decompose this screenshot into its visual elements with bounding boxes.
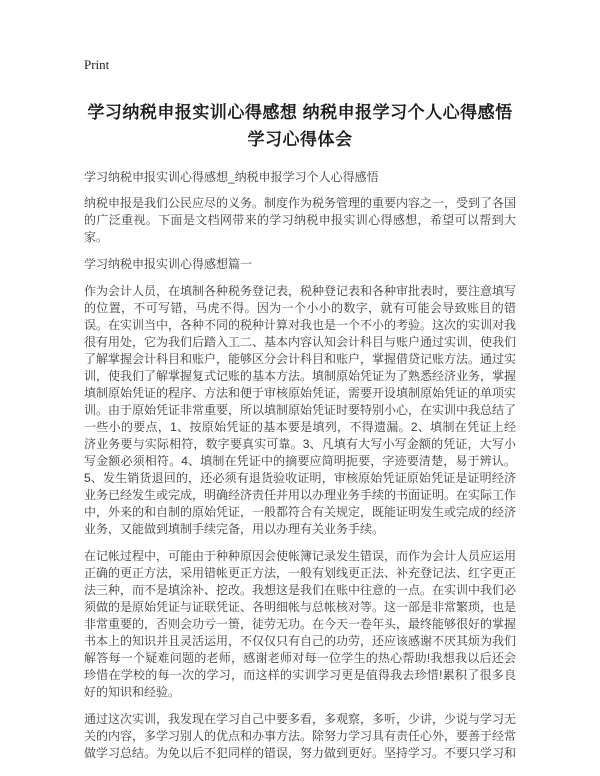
article-intro-paragraph: 纳税申报是我们公民应尽的义务。制度作为税务管理的重要内容之一，受到了各国的广泛重视。下面是文档网带来的学习纳税申报实训心得感想，希望可以帮到大家。	[84, 196, 517, 244]
article-subtitle: 学习纳税申报实训心得感想_纳税申报学习个人心得感悟	[84, 170, 379, 184]
page-title: 学习纳税申报实训心得感想 纳税申报学习个人心得感悟 学习心得体会	[87, 103, 513, 149]
article-paragraph: 作为会计人员，在填制各种税务登记表，税种登记表和各种审批表时，要注意填写的位置，不可写错，马虎不得。因为一个小小的数字，就有可能会导致账目的错误。在实训当中，各种不同的税种计算对我也是一个不小的考验。这次的实训对我很有用处，它为我们后踏入工二、基本内容认知会计科目与账户通过实训，使我们了解掌握会计科目和账户，能够区分会计科目和账户，掌握借贷记账方法。通过实训，使我们了解掌握复式记账的基本方法。填制原始凭证为了熟悉经济业务，掌握填制原始凭证的程序、方法和便于审核原始凭证，需要开设填制原始凭证的单项实训。由于原始凭证非常重要，所以填制原始凭证时要特别小心，在实训中我总结了一些小的要点，1、按原始凭证的基本要是填列，不得遗漏。2、填制在凭证上经济业务要与实际相符，数字要真实可靠。3、凡填有大写小写金额的凭证，大写小写金额必须相符。4、填制在凭证中的摘要应简明扼要，字迹要清楚，易于辨认。5、发生销货退回的，还必须有退货验收证明，审核原始凭证原始凭证是证明经济业务已经发生或完成，明确经济责任并用以办理业务手续的书面证明。在实际工作中，外来的和自制的原始凭证，一般都符合有关规定，既能证明发生或完成的经济业务，又能做到填制手续完备，用以办理有关业务手续。	[84, 284, 517, 536]
article-paragraph: 在记帐过程中，可能由于种种原因会使帐簿记录发生错误，而作为会计人员应运用正确的更正方法，采用错帐更正方法，一般有划线更正法、补充登记法、红字更正法三种，而不是填涂补、挖改。我想这是我们在账中往意的一点。在实训中我们必须做的是原始凭证与证联凭证、各明细帐与总帐核对等。这一部是非常繁琐，也是非常重要的，否则会功亏一篑，徒劳无功。在今天一卷年头，最终能够很好的掌握书本上的知识并且灵活运用，不仅仅只有自己的功劳，还应该感谢不厌其烦为我们解答每一个疑难问题的老师，感谢老师对每一位学生的热心帮助!我想我以后还会珍惜在学校的每一次的学习，而这样的实训学习更是值得我去珍惜!累积了很多良好的知识和经验。	[84, 549, 517, 699]
print-link[interactable]: Print	[84, 57, 110, 72]
article-paragraph: 通过这次实训，我发现在学习自己中要多看，多观察，多听，少讲，少说与学习无关的内容，多学习别人的优点和办事方法。除努力学习具有责任心外，要善于经常做学习总结。为免以后不犯同样的错误，努力做到更好。坚持学习。不要只学习和	[84, 712, 517, 760]
section-heading: 学习纳税申报实训心得感想篇一	[84, 257, 253, 271]
